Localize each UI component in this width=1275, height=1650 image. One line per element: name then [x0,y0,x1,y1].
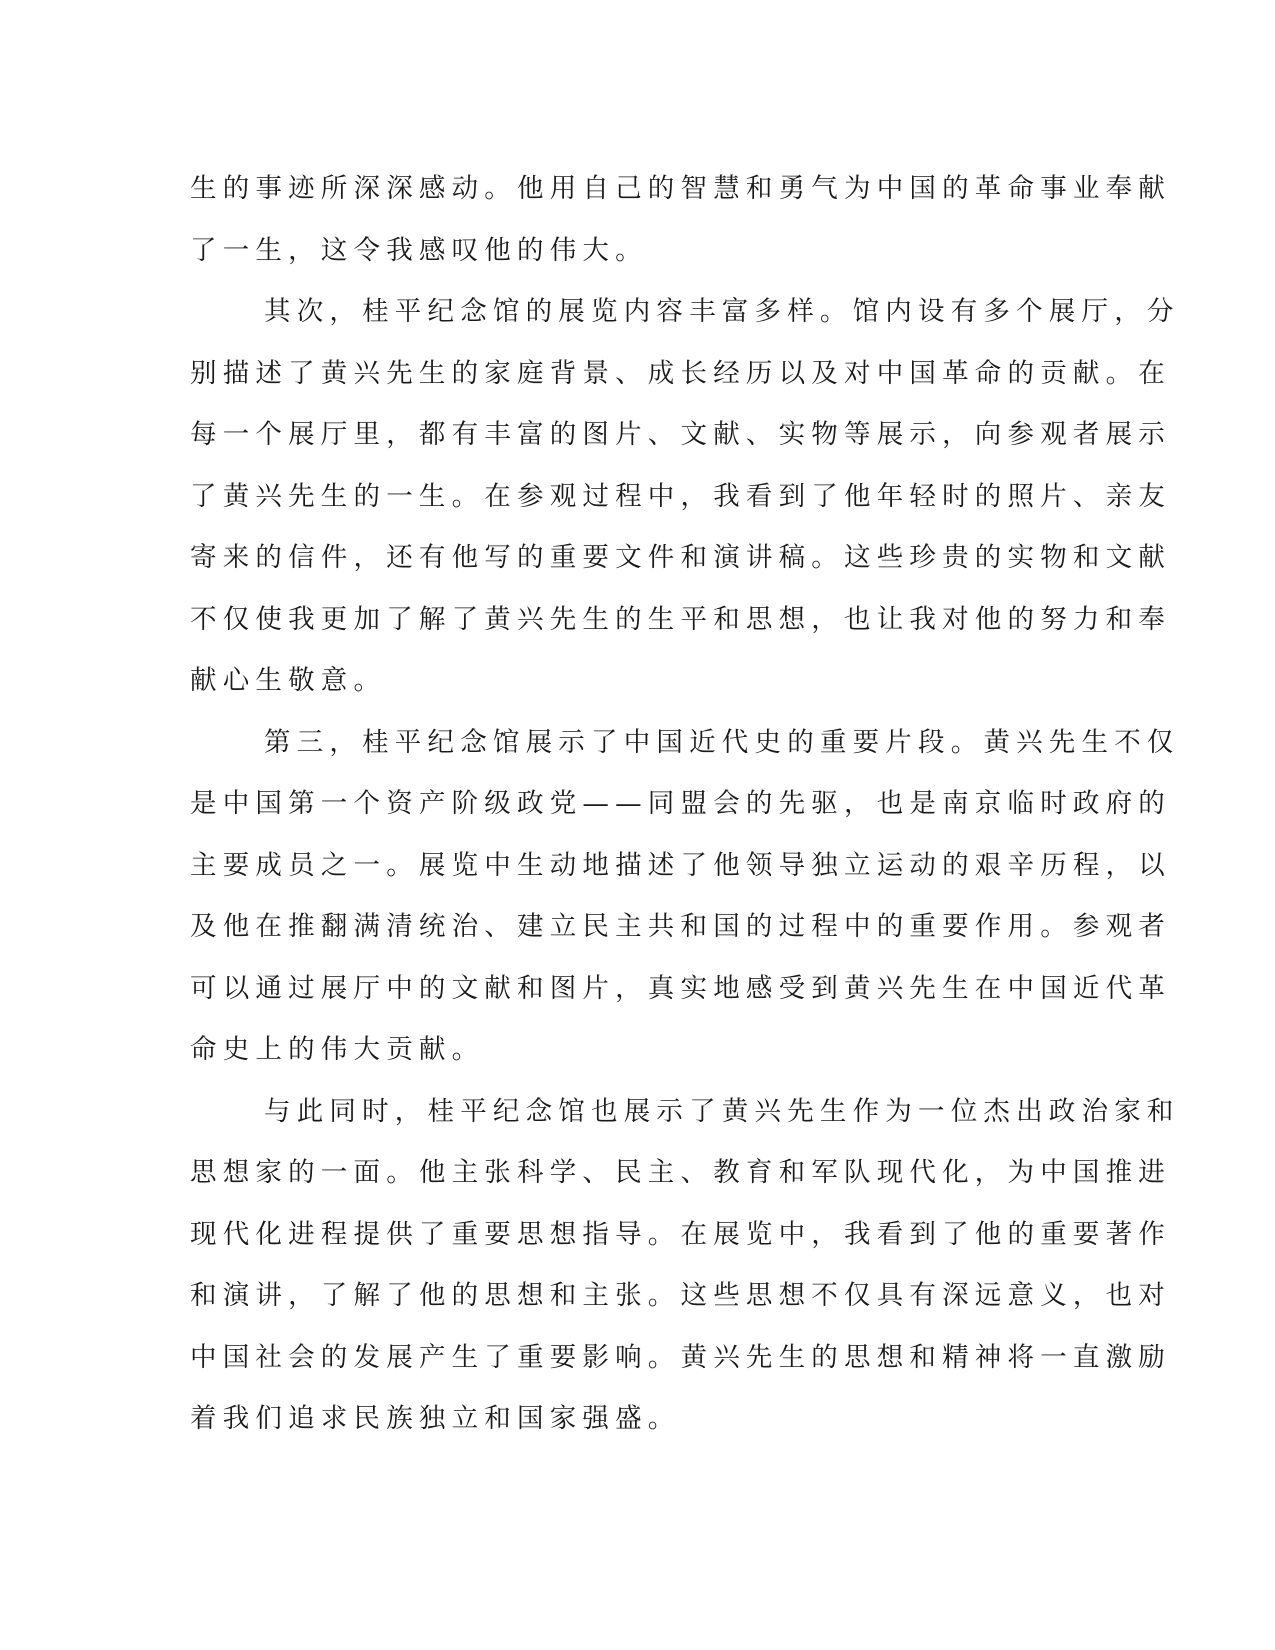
text-line: 和演讲，了解了他的思想和主张。这些思想不仅具有深远意义，也对 [190,1280,1171,1311]
body-text [190,158,1180,1450]
text-line: 主要成员之一。展览中生动地描述了他领导独立运动的艰辛历程，以 [190,849,1171,881]
text-line: 了一生，这令我感叹他的伟大。 [190,234,648,266]
text-line: 不仅使我更加了解了黄兴先生的生平和思想，也让我对他的努力和奉 [190,603,1171,635]
paragraph-start-line: 与此同时，桂平纪念馆也展示了黄兴先生作为一位杰出政治家和 [264,1095,1180,1127]
text-line: 思想家的一面。他主张科学、民主、教育和军队现代化，为中国推进 [190,1157,1171,1188]
text-line: 现代化进程提供了重要思想指导。在展览中，我看到了他的重要著作 [190,1218,1171,1250]
text-line: 别描述了黄兴先生的家庭背景、成长经历以及对中国革命的贡献。在 [190,357,1171,389]
text-line: 了黄兴先生的一生。在参观过程中，我看到了他年轻时的照片、亲友 [190,480,1171,512]
text-line: 生的事迹所深深感动。他用自己的智慧和勇气为中国的革命事业奉献 [190,173,1171,204]
text-line: 及他在推翻满清统治、建立民主共和国的过程中的重要作用。参观者 [190,911,1171,942]
text-line: 着我们追求民族独立和国家强盛。 [190,1403,681,1434]
text-line: 献心生敬意。 [190,665,387,696]
text-line: 中国社会的发展产生了重要影响。黄兴先生的思想和精神将一直激励 [190,1341,1171,1373]
paragraph-start-line: 第三，桂平纪念馆展示了中国近代史的重要片段。黄兴先生不仅 [264,726,1180,758]
text-line: 命史上的伟大贡献。 [190,1034,485,1065]
text-line: 寄来的信件，还有他写的重要文件和演讲稿。这些珍贵的实物和文献 [190,542,1171,573]
text-line: 可以通过展厅中的文献和图片，真实地感受到黄兴先生在中国近代革 [190,972,1171,1004]
text-line: 是中国第一个资产阶级政党——同盟会的先驱，也是南京临时政府的 [190,788,1171,819]
text-line: 每一个展厅里，都有丰富的图片、文献、实物等展示，向参观者展示 [190,419,1171,450]
paragraph-start-line: 其次，桂平纪念馆的展览内容丰富多样。馆内设有多个展厅，分 [264,296,1180,327]
